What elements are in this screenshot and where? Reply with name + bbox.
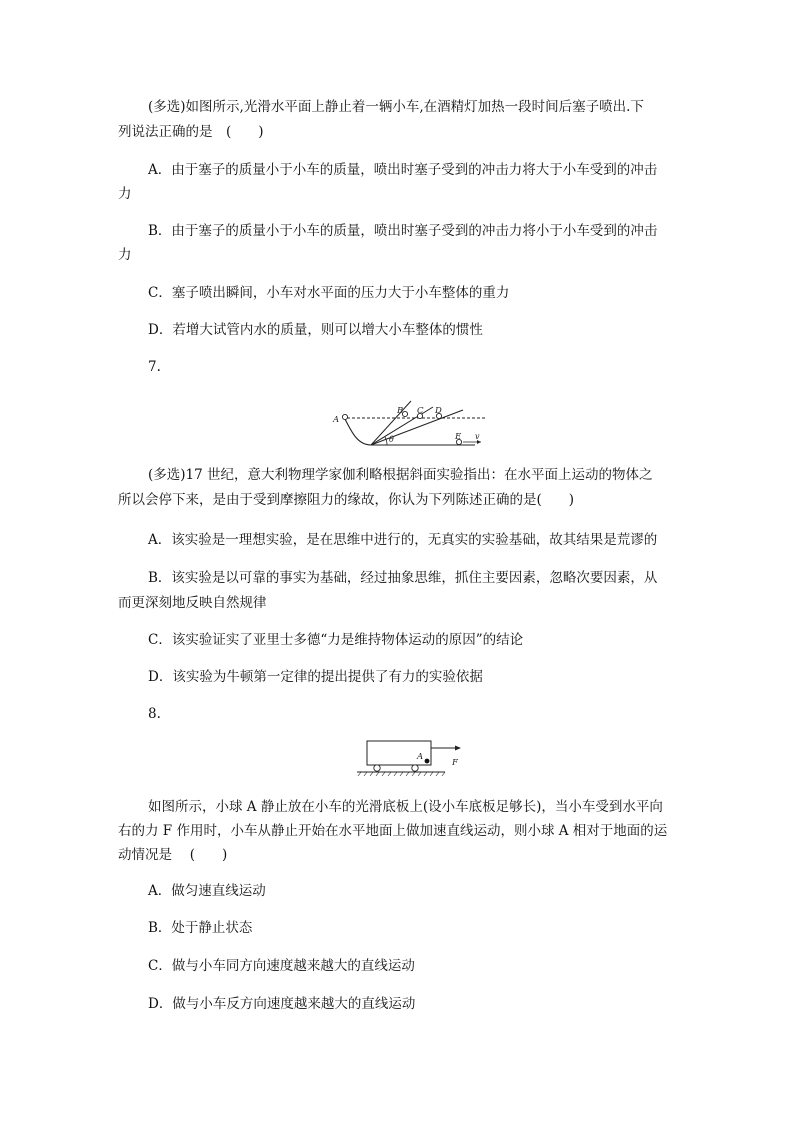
q7-ball-a bbox=[342, 414, 347, 419]
q6-option-a: A．由于塞子的质量小于小车的质量，喷出时塞子受到的冲击力将大于小车受到的冲击 bbox=[148, 162, 658, 178]
q7-option-b: B．该实验是以可靠的事实为基础，经过抽象思维，抓住主要因素，忽略次要因素，从 bbox=[148, 570, 658, 586]
q6-option-b: B．由于塞子的质量小于小车的质量，喷出时塞子受到的冲击力将小于小车受到的冲击 bbox=[148, 223, 658, 239]
q8-stem-line3: 动情况是 ( ) bbox=[118, 847, 228, 863]
q7-option-a: A．该实验是一理想实验，是在思维中进行的，无真实的实验基础，故其结果是荒谬的 bbox=[148, 532, 658, 548]
q6-option-c: C．塞子喷出瞬间，小车对水平面的压力大于小车整体的重力 bbox=[148, 285, 510, 301]
q7-theta-arc bbox=[385, 437, 387, 445]
q7-stem-line1: (多选)17 世纪，意大利物理学家伽利略根据斜面实验指出：在水平面上运动的物体之 bbox=[148, 467, 653, 483]
q8-ball-a bbox=[425, 759, 430, 764]
q6-stem-line2: 列说法正确的是 ( ) bbox=[118, 124, 264, 140]
q6-option-a-cont: 力 bbox=[118, 186, 132, 202]
q6-stem-line1: (多选)如图所示,光滑水平面上静止着一辆小车,在酒精灯加热一段时间后塞子喷出.下 bbox=[148, 99, 644, 115]
q7-stem-line2: 所以会停下来，是由于受到摩擦阻力的缘故，你认为下列陈述正确的是( ) bbox=[118, 492, 575, 508]
q8-ground-hatch bbox=[358, 772, 445, 776]
q8-cart-figure bbox=[355, 738, 475, 780]
q7-option-c: C．该实验证实了亚里士多德“力是维持物体运动的原因”的结论 bbox=[148, 632, 524, 648]
q7-label-c: C bbox=[417, 406, 424, 416]
q7-label-theta: θ bbox=[389, 435, 394, 444]
q6-option-d: D．若增大试管内水的质量，则可以增大小车整体的惯性 bbox=[148, 322, 483, 338]
q8-option-b: B．处于静止状态 bbox=[148, 920, 253, 936]
q8-number: 8. bbox=[148, 706, 161, 722]
q7-option-d: D．该实验为牛顿第一定律的提出提供了有力的实验依据 bbox=[148, 669, 483, 685]
q8-force-arrowhead bbox=[455, 746, 461, 751]
q6-option-b-cont: 力 bbox=[118, 247, 132, 263]
q8-option-c: C．做与小车同方向速度越来越大的直线运动 bbox=[148, 958, 415, 974]
q8-wheel-left bbox=[374, 765, 380, 771]
q8-stem-line1: 如图所示，小球 A 静止放在小车的光滑底板上(设小车底板足够长)，当小车受到水平向 bbox=[148, 799, 663, 815]
q8-option-d: D．做与小车反方向速度越来越大的直线运动 bbox=[148, 996, 416, 1012]
q8-label-f: F bbox=[452, 758, 458, 768]
q8-wheel-right bbox=[412, 765, 418, 771]
q8-stem-line2: 右的力 F 作用时，小车从静止开始在水平地面上做加速直线运动，则小球 A 相对于地面的运 bbox=[118, 823, 668, 839]
q7-label-a: A bbox=[333, 415, 340, 425]
q7-label-e: E bbox=[455, 432, 462, 442]
q7-label-b: B bbox=[397, 406, 404, 416]
q7-option-b-cont: 而更深刻地反映自然规律 bbox=[118, 595, 267, 611]
q8-label-a: A bbox=[417, 752, 424, 762]
q7-number: 7. bbox=[148, 359, 161, 375]
q7-label-v: v bbox=[475, 432, 480, 441]
q7-left-slope bbox=[343, 415, 371, 445]
q8-option-a: A．做匀速直线运动 bbox=[148, 883, 266, 899]
q7-label-d: D bbox=[435, 406, 442, 416]
q7-incline-figure bbox=[325, 395, 490, 455]
